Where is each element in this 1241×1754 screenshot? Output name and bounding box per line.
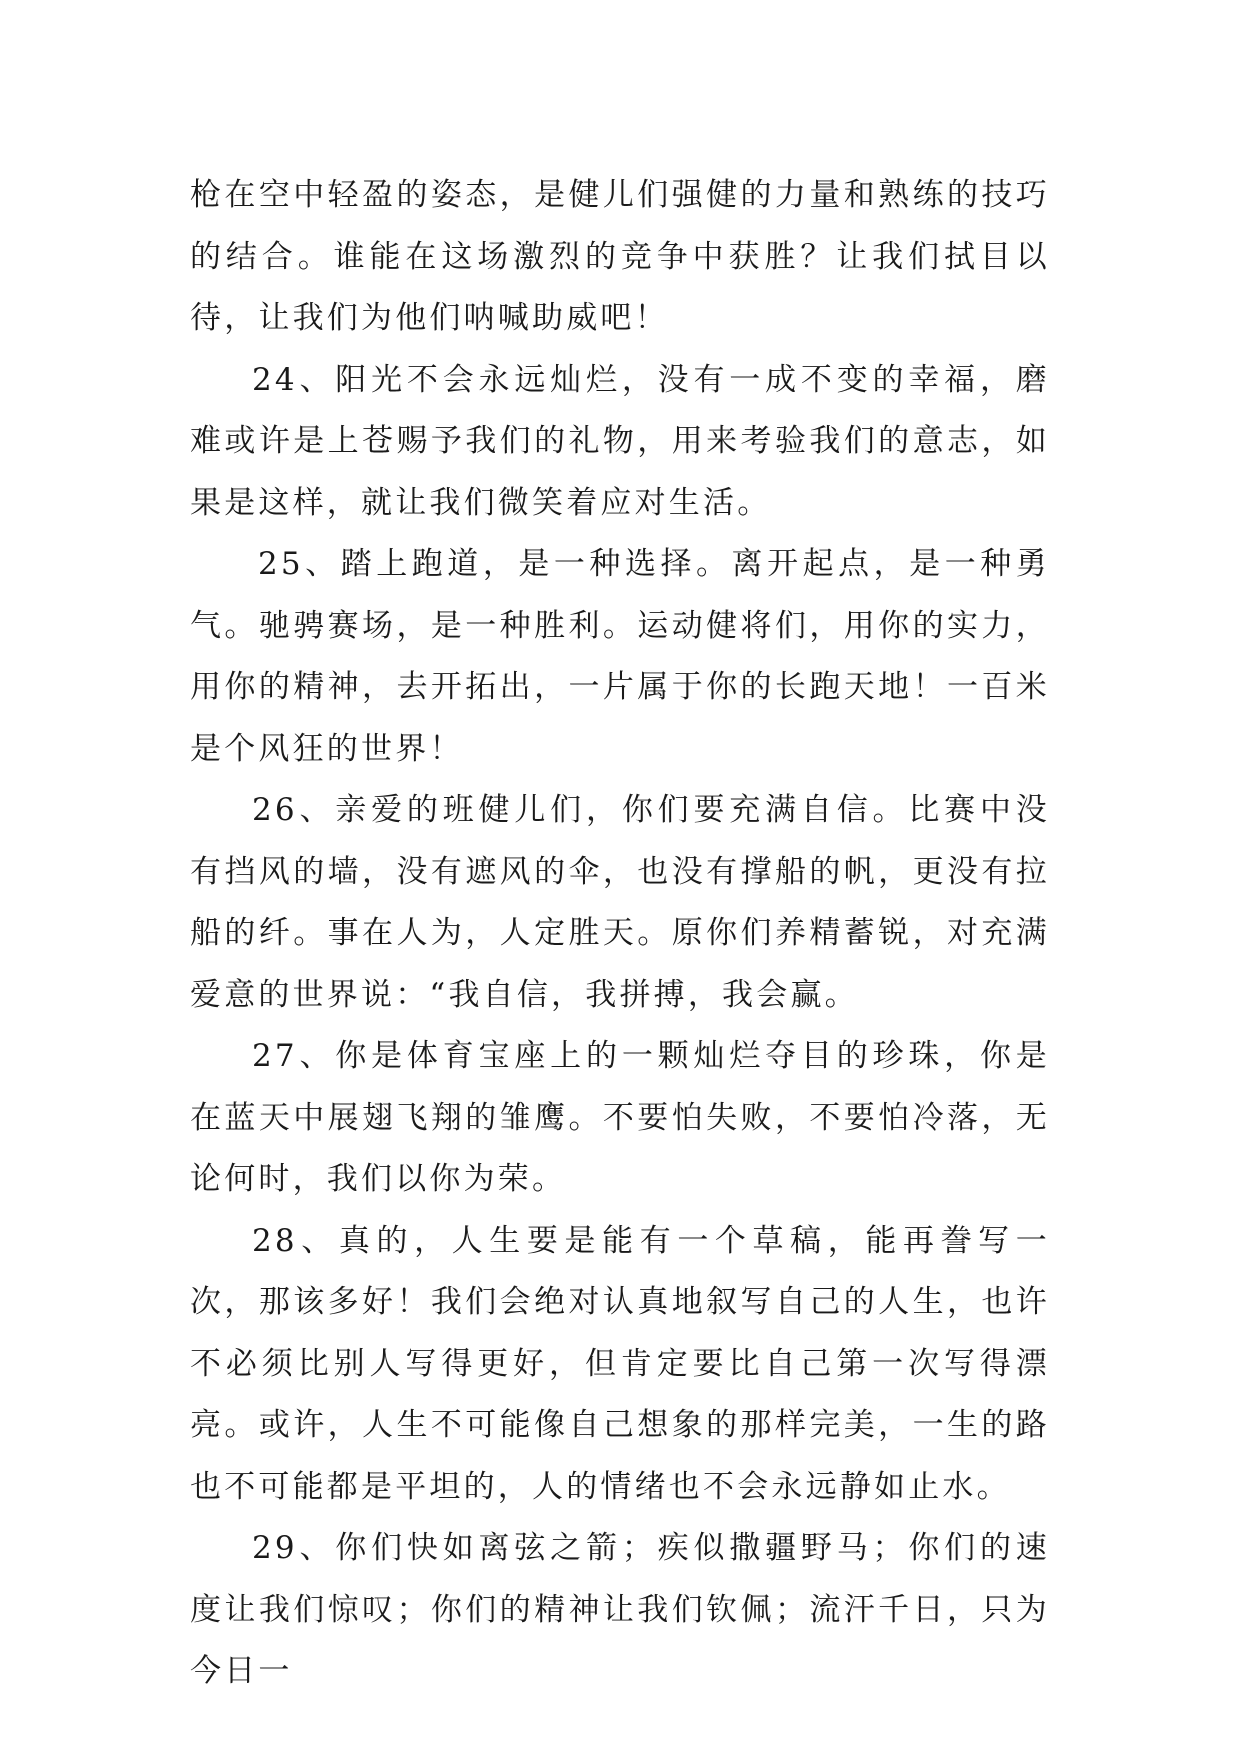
paragraph-24: 24、阳光不会永远灿烂，没有一成不变的幸福，磨难或许是上苍赐予我们的礼物，用来考验我们的意志，如果是这样，就让我们微笑着应对生活。 (190, 361, 1050, 521)
paragraph-25: 25、踏上跑道，是一种选择。离开起点，是一种勇气。驰骋赛场，是一种胜利。运动健将们，用你的实力，用你的精神，去开拓出，一片属于你的长跑天地！一百米是个风狂的世界！ (190, 546, 1050, 767)
paragraph-28: 28、真的，人生要是能有一个草稿，能再誊写一次，那该多好！我们会绝对认真地叙写自己的人生，也许不必须比别人写得更好，但肯定要比自己第一次写得漂亮。或许，人生不可能像自己想象的那样完美，一生的路也不可能都是平坦的，人的情绪也不会永远静如止水。 (190, 1222, 1050, 1505)
paragraph-26: 26、亲爱的班健儿们，你们要充满自信。比赛中没有挡风的墙，没有遮风的伞，也没有撑船的帆，更没有拉船的纤。事在人为，人定胜天。原你们养精蓄锐，对充满爱意的世界说：“我自信，我拼搏，我会赢。 (190, 792, 1050, 1013)
paragraph-continuation: 枪在空中轻盈的姿态，是健儿们强健的力量和熟练的技巧的结合。谁能在这场激烈的竞争中获胜？让我们拭目以待，让我们为他们呐喊助威吧！ (190, 177, 1050, 336)
document-body (190, 165, 1050, 1703)
paragraph-29: 29、你们快如离弦之箭；疾似撒疆野马；你们的速度让我们惊叹；你们的精神让我们钦佩；流汗千日，只为今日一 (190, 1530, 1050, 1689)
paragraph-27: 27、你是体育宝座上的一颗灿烂夺目的珍珠，你是在蓝天中展翅飞翔的雏鹰。不要怕失败，不要怕冷落，无论何时，我们以你为荣。 (190, 1038, 1050, 1197)
